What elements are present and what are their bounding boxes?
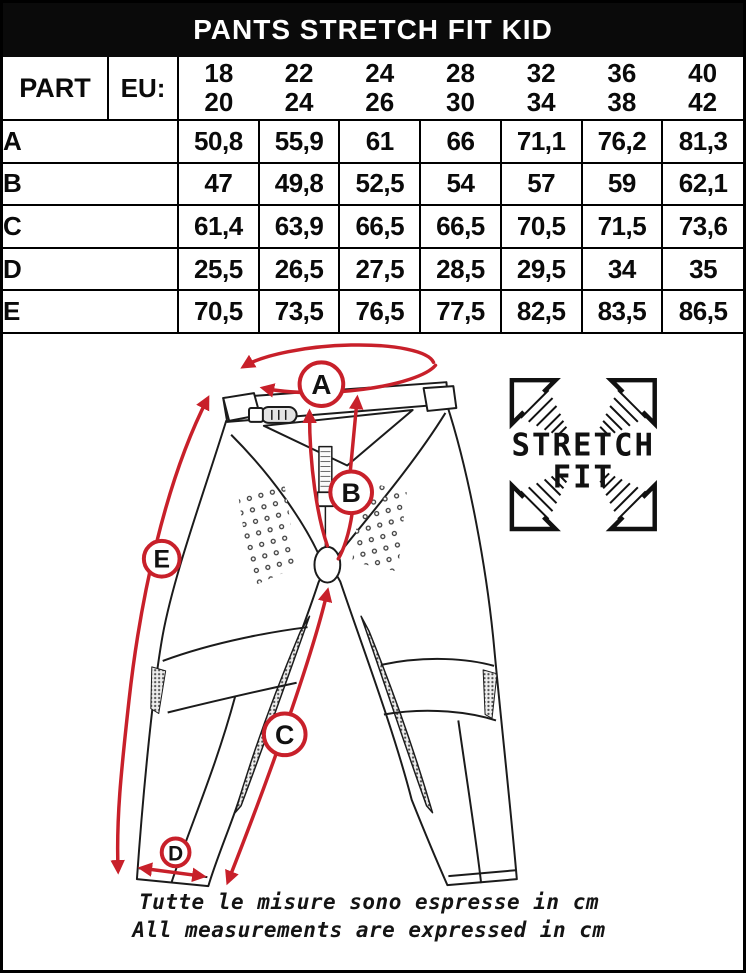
cell-value: 73,6 [662,205,743,248]
cell-value: 76,5 [339,290,420,333]
size-table [3,57,743,334]
cell-value: 73,5 [259,290,340,333]
cell-value: 71,5 [582,205,663,248]
table-row-c [3,205,743,248]
stretch-fit-logo [512,380,655,529]
row-label: B [3,163,178,206]
cell-value: 81,3 [662,120,743,163]
cell-value: 61,4 [178,205,259,248]
size-col-header: 32 34 [501,57,582,120]
cell-value: 50,8 [178,120,259,163]
cell-value: 76,2 [582,120,663,163]
size-col-header: 28 30 [420,57,501,120]
cell-value: 83,5 [582,290,663,333]
row-label: E [3,290,178,333]
size-col-header: 24 26 [339,57,420,120]
cell-value: 49,8 [259,163,340,206]
part-header-cell: PART [3,57,108,120]
label-d-text: D [168,842,184,866]
size-table-header-row [3,57,743,120]
label-c-text: C [275,720,295,751]
cell-value: 77,5 [420,290,501,333]
page-title: PANTS STRETCH FIT KID [3,3,743,57]
logo-line1: STRETCH [511,427,656,464]
cell-value: 82,5 [501,290,582,333]
pants-outline [137,382,517,886]
label-b-text: B [341,478,361,509]
footer-note-italian: Tutte le misure sono espresse in cm [138,889,599,914]
row-label: D [3,248,178,291]
measurement-diagram [3,334,743,970]
table-row-a [3,120,743,163]
table-row-d [3,248,743,291]
cell-value: 34 [582,248,663,291]
measure-a-ellipse [244,345,433,366]
cell-value: 66,5 [339,205,420,248]
cell-value: 86,5 [662,290,743,333]
eu-header-cell: EU: [108,57,178,120]
size-col-header: 18 20 [178,57,259,120]
cell-value: 59 [582,163,663,206]
cell-value: 54 [420,163,501,206]
logo-line2: FIT [552,459,615,496]
cell-value: 35 [662,248,743,291]
cell-value: 71,1 [501,120,582,163]
cell-value: 55,9 [259,120,340,163]
cell-value: 66 [420,120,501,163]
label-a-text: A [311,369,332,401]
size-col-header: 22 24 [259,57,340,120]
cell-value: 70,5 [501,205,582,248]
row-label: C [3,205,178,248]
cell-value: 61 [339,120,420,163]
cell-value: 70,5 [178,290,259,333]
row-label: A [3,120,178,163]
cell-value: 25,5 [178,248,259,291]
cell-value: 66,5 [420,205,501,248]
size-col-header: 40 42 [662,57,743,120]
cell-value: 26,5 [259,248,340,291]
cell-value: 47 [178,163,259,206]
table-row-b [3,163,743,206]
footer-note-english: All measurements are expressed in cm [132,917,606,942]
cell-value: 57 [501,163,582,206]
cell-value: 63,9 [259,205,340,248]
label-e-text: E [153,546,170,574]
cell-value: 29,5 [501,248,582,291]
belt-buckle-icon [249,407,297,423]
size-col-header: 36 38 [582,57,663,120]
cell-value: 52,5 [339,163,420,206]
cell-value: 28,5 [420,248,501,291]
pants-diagram-svg [3,334,743,968]
table-row-e [3,290,743,333]
cell-value: 27,5 [339,248,420,291]
cell-value: 62,1 [662,163,743,206]
